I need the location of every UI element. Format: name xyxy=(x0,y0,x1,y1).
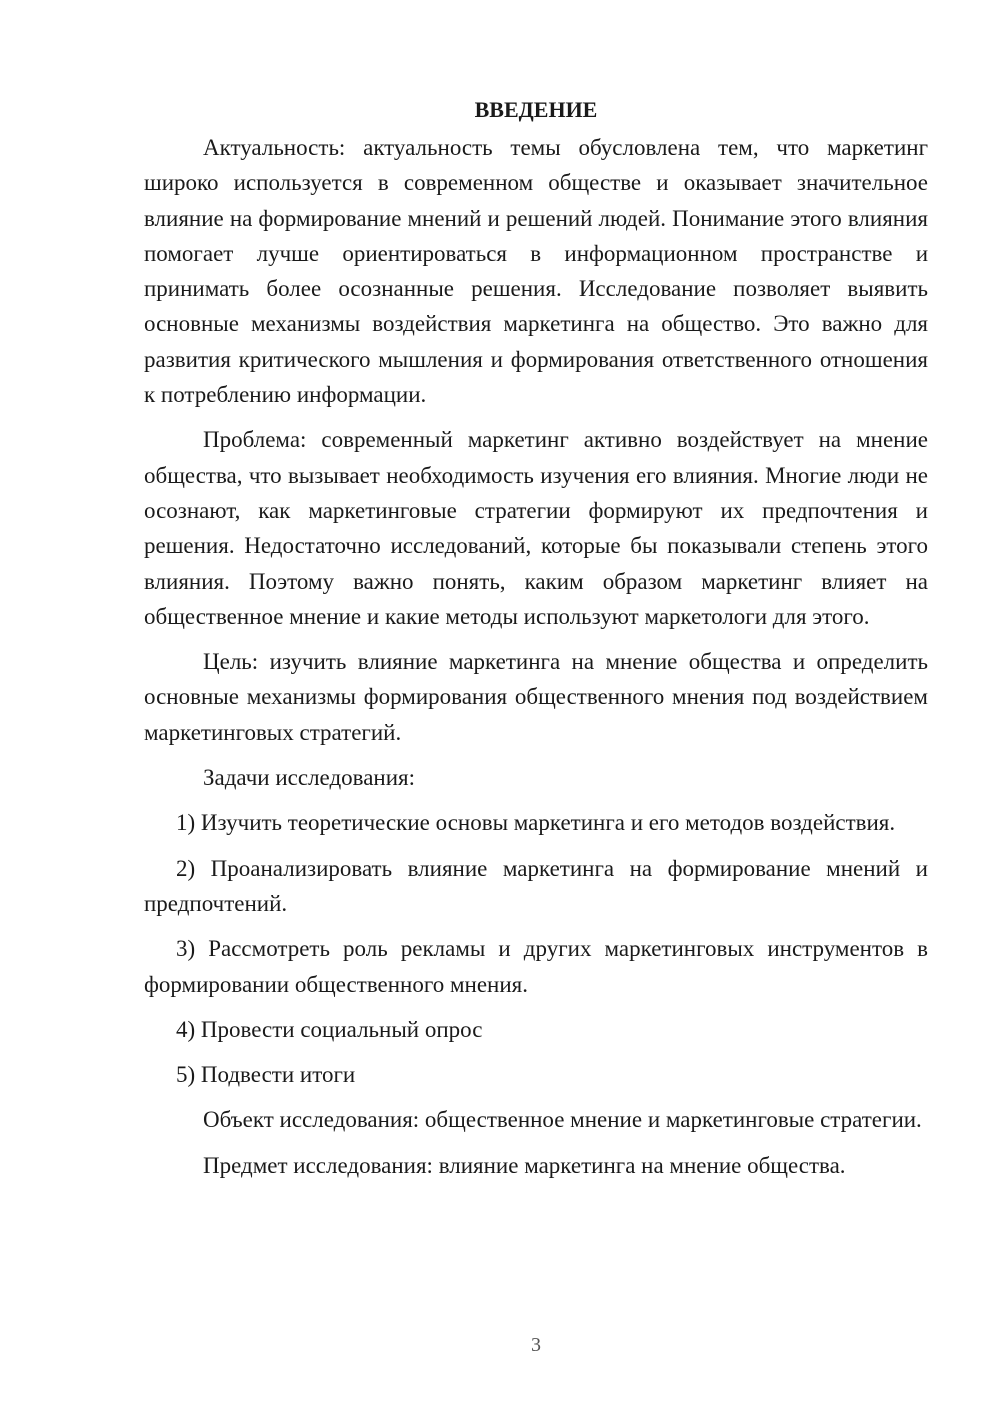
task-item-4: 4) Провести социальный опрос xyxy=(176,1016,483,1042)
section-heading: ВВЕДЕНИЕ xyxy=(474,97,598,122)
task-item-5: 5) Подвести итоги xyxy=(176,1062,356,1088)
page-number: 3 xyxy=(531,1334,541,1356)
task-item-3: 3) Рассмотреть роль рекламы и других маркетинговых инструментов в формировании общественного мнения. xyxy=(144,936,928,997)
subject-paragraph: Предмет исследования: влияние маркетинга на мнение общества. xyxy=(203,1152,846,1178)
tasks-heading: Задачи исследования: xyxy=(203,765,416,791)
document-page xyxy=(144,92,928,1193)
relevance-paragraph: Актуальность: актуальность темы обусловлена тем, что маркетинг широко используется в современном обществе и оказывает значительное влияние на формирование мнений и решений людей. Понимание этого влияния помогает лучше ориентироваться в информационном пространстве и принимать более осознанные решения. Исследование позволяет выявить основные механизмы воздействия маркетинга на общество. Это важно для развития критического мышления и формирования ответственного отношения к потреблению информации. xyxy=(144,135,928,408)
object-paragraph: Объект исследования: общественное мнение и маркетинговые стратегии. xyxy=(203,1107,922,1133)
problem-paragraph: Проблема: современный маркетинг активно воздействует на мнение общества, что вызывает необходимость изучения его влияния. Многие люди не осознают, как маркетинговые стратегии формируют их предпочтения и решения. Недостаточно исследований, которые бы показывали степень этого влияния. Поэтому важно понять, каким образом маркетинг влияет на общественное мнение и какие методы используют маркетологи для этого. xyxy=(144,427,928,629)
goal-paragraph: Цель: изучить влияние маркетинга на мнение общества и определить основные механизмы формирования общественного мнения под воздействием маркетинговых стратегий. xyxy=(144,649,928,745)
task-item-2: 2) Проанализировать влияние маркетинга на формирование мнений и предпочтений. xyxy=(144,855,928,916)
task-item-1: 1) Изучить теоретические основы маркетинга и его методов воздействия. xyxy=(176,810,896,836)
